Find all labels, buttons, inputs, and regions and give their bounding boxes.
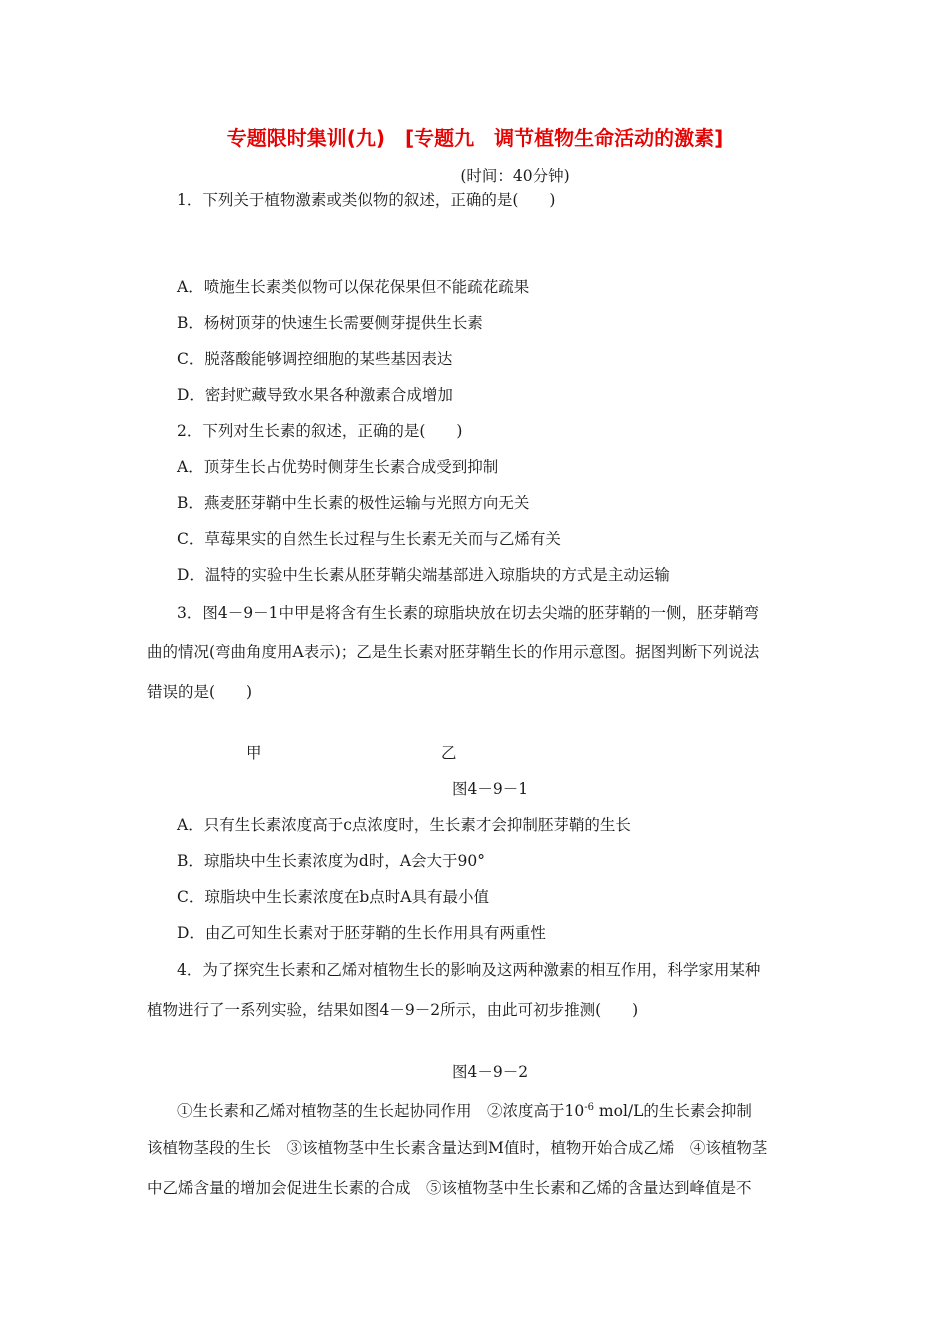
q3-option-a: A．只有生长素浓度高于c点浓度时，生长素才会抑制胚芽鞘的生长: [177, 816, 631, 834]
page-title: 专题限时集训(九) [专题九 调节植物生命活动的激素]: [226, 126, 724, 150]
q3-stem-line2: 曲的情况(弯曲角度用A表示)；乙是生长素对胚芽鞘生长的作用示意图。据图判断下列说法: [147, 643, 760, 661]
q4-statements-line2: 该植物茎段的生长 ③该植物茎中生长素含量达到M值时，植物开始合成乙烯 ④该植物茎: [147, 1139, 768, 1157]
q1-option-c: C．脱落酸能够调控细胞的某些基因表达: [177, 350, 453, 368]
time-note: (时间：40分钟): [460, 167, 570, 185]
q4-stem-line1: 4．为了探究生长素和乙烯对植物生长的影响及这两种激素的相互作用，科学家用某种: [177, 961, 761, 979]
q4-statements-line1: [177, 1098, 752, 1121]
q1-option-a: A．喷施生长素类似物可以保花保果但不能疏花疏果: [177, 278, 530, 296]
q2-option-a: A．顶芽生长占优势时侧芽生长素合成受到抑制: [177, 458, 499, 476]
figure-label-jia: 甲: [246, 744, 262, 762]
q4-statement-text-b: mol/L的生长素会抑制: [593, 1102, 752, 1120]
q3-stem-line3: 错误的是( ): [147, 683, 253, 701]
q4-stem-line2: 植物进行了一系列实验，结果如图4－9－2所示，由此可初步推测( ): [147, 1001, 639, 1019]
q3-option-b: B．琼脂块中生长素浓度为d时，A会大于90°: [177, 852, 485, 870]
q4-statement-exponent: -6: [584, 1102, 594, 1113]
q4-statement-text-a: ①生长素和乙烯对植物茎的生长起协同作用 ②浓度高于10: [177, 1102, 585, 1120]
q1-option-b: B．杨树顶芽的快速生长需要侧芽提供生长素: [177, 314, 483, 332]
q4-statements-line3: 中乙烯含量的增加会促进生长素的合成 ⑤该植物茎中生长素和乙烯的含量达到峰值是不: [147, 1179, 752, 1197]
q2-option-b: B．燕麦胚芽鞘中生长素的极性运输与光照方向无关: [177, 494, 530, 512]
figure-caption-4-9-1: 图4－9－1: [452, 780, 529, 798]
q3-stem-line1: 3．图4－9－1中甲是将含有生长素的琼脂块放在切去尖端的胚芽鞘的一侧，胚芽鞘弯: [177, 604, 759, 622]
q1-option-d: D．密封贮藏导致水果各种激素合成增加: [177, 386, 453, 404]
q2-stem: 2．下列对生长素的叙述，正确的是( ): [177, 422, 463, 440]
q3-option-c: C．琼脂块中生长素浓度在b点时A具有最小值: [177, 888, 489, 906]
figure-caption-4-9-2: 图4－9－2: [452, 1063, 529, 1081]
q1-stem: 1．下列关于植物激素或类似物的叙述，正确的是( ): [177, 191, 556, 209]
q2-option-d: D．温特的实验中生长素从胚芽鞘尖端基部进入琼脂块的方式是主动运输: [177, 566, 670, 584]
figure-label-yi: 乙: [441, 744, 457, 762]
q2-option-c: C．草莓果实的自然生长过程与生长素无关而与乙烯有关: [177, 530, 561, 548]
q3-option-d: D．由乙可知生长素对于胚芽鞘的生长作用具有两重性: [177, 924, 546, 942]
